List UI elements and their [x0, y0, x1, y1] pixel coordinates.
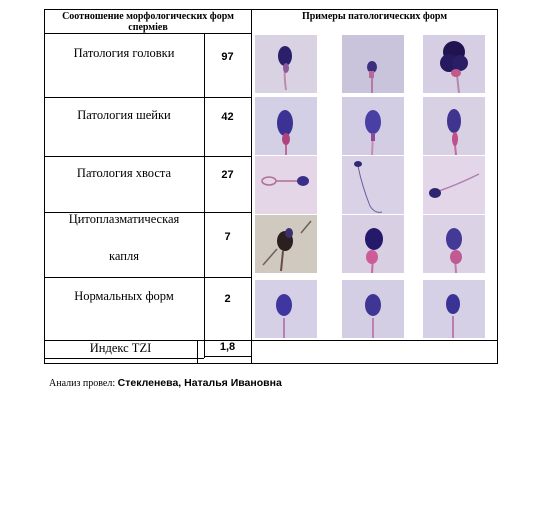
table-border-left	[44, 9, 45, 364]
micrograph-neck-1	[255, 97, 317, 155]
table-rule	[44, 156, 251, 157]
table-rule	[204, 356, 251, 357]
index-label: Индекс TZI	[89, 341, 152, 355]
micrograph-droplet-2	[342, 215, 404, 273]
header-examples: Примеры патологических форм	[301, 11, 448, 22]
micrograph-head-1	[255, 35, 317, 93]
micrograph-neck-2	[342, 97, 404, 155]
analyst-line	[49, 377, 282, 389]
table-border-top	[44, 9, 497, 10]
micrograph-droplet-3	[423, 215, 485, 273]
header-ratio: Соотношение морфологических форм сперміев	[62, 11, 234, 33]
micrograph-head-3	[423, 35, 485, 93]
row-count-normal: 2	[224, 293, 231, 305]
row-count-tail: 27	[221, 169, 234, 181]
row-label-droplet-line2: капля	[109, 249, 139, 263]
table-rule	[251, 9, 252, 364]
analyst-name: Стекленева, Наталья Ивановна	[117, 377, 282, 389]
table-rule	[44, 277, 251, 278]
micrograph-normal-1	[255, 280, 317, 338]
row-label-normal: Нормальных форм	[74, 289, 174, 303]
index-value: 1,8	[219, 341, 236, 353]
micrograph-tail-2	[342, 156, 404, 214]
table-border-right	[497, 9, 498, 364]
table-border-bottom	[44, 363, 497, 364]
micrograph-head-2	[342, 35, 404, 93]
row-count-droplet: 7	[224, 231, 231, 243]
micrograph-normal-2	[342, 280, 404, 338]
micrograph-droplet-1	[255, 215, 317, 273]
row-label-tail: Патология хвоста	[76, 166, 172, 180]
row-count-neck: 42	[221, 111, 234, 123]
table-rule	[44, 358, 204, 359]
table-rule	[44, 33, 251, 34]
micrograph-tail-3	[423, 156, 485, 214]
row-label-neck: Патология шейки	[77, 108, 171, 122]
row-label-droplet-line1: Цитоплазматическая	[68, 212, 180, 226]
row-count-head: 97	[221, 51, 234, 63]
micrograph-tail-1	[255, 156, 317, 214]
micrograph-neck-3	[423, 97, 485, 155]
analyst-prefix: Анализ провел:	[49, 378, 118, 389]
table-rule	[44, 97, 251, 98]
morphology-table	[44, 9, 497, 363]
row-label-head: Патология головки	[73, 46, 175, 60]
table-rule	[197, 340, 198, 364]
micrograph-normal-3	[423, 280, 485, 338]
